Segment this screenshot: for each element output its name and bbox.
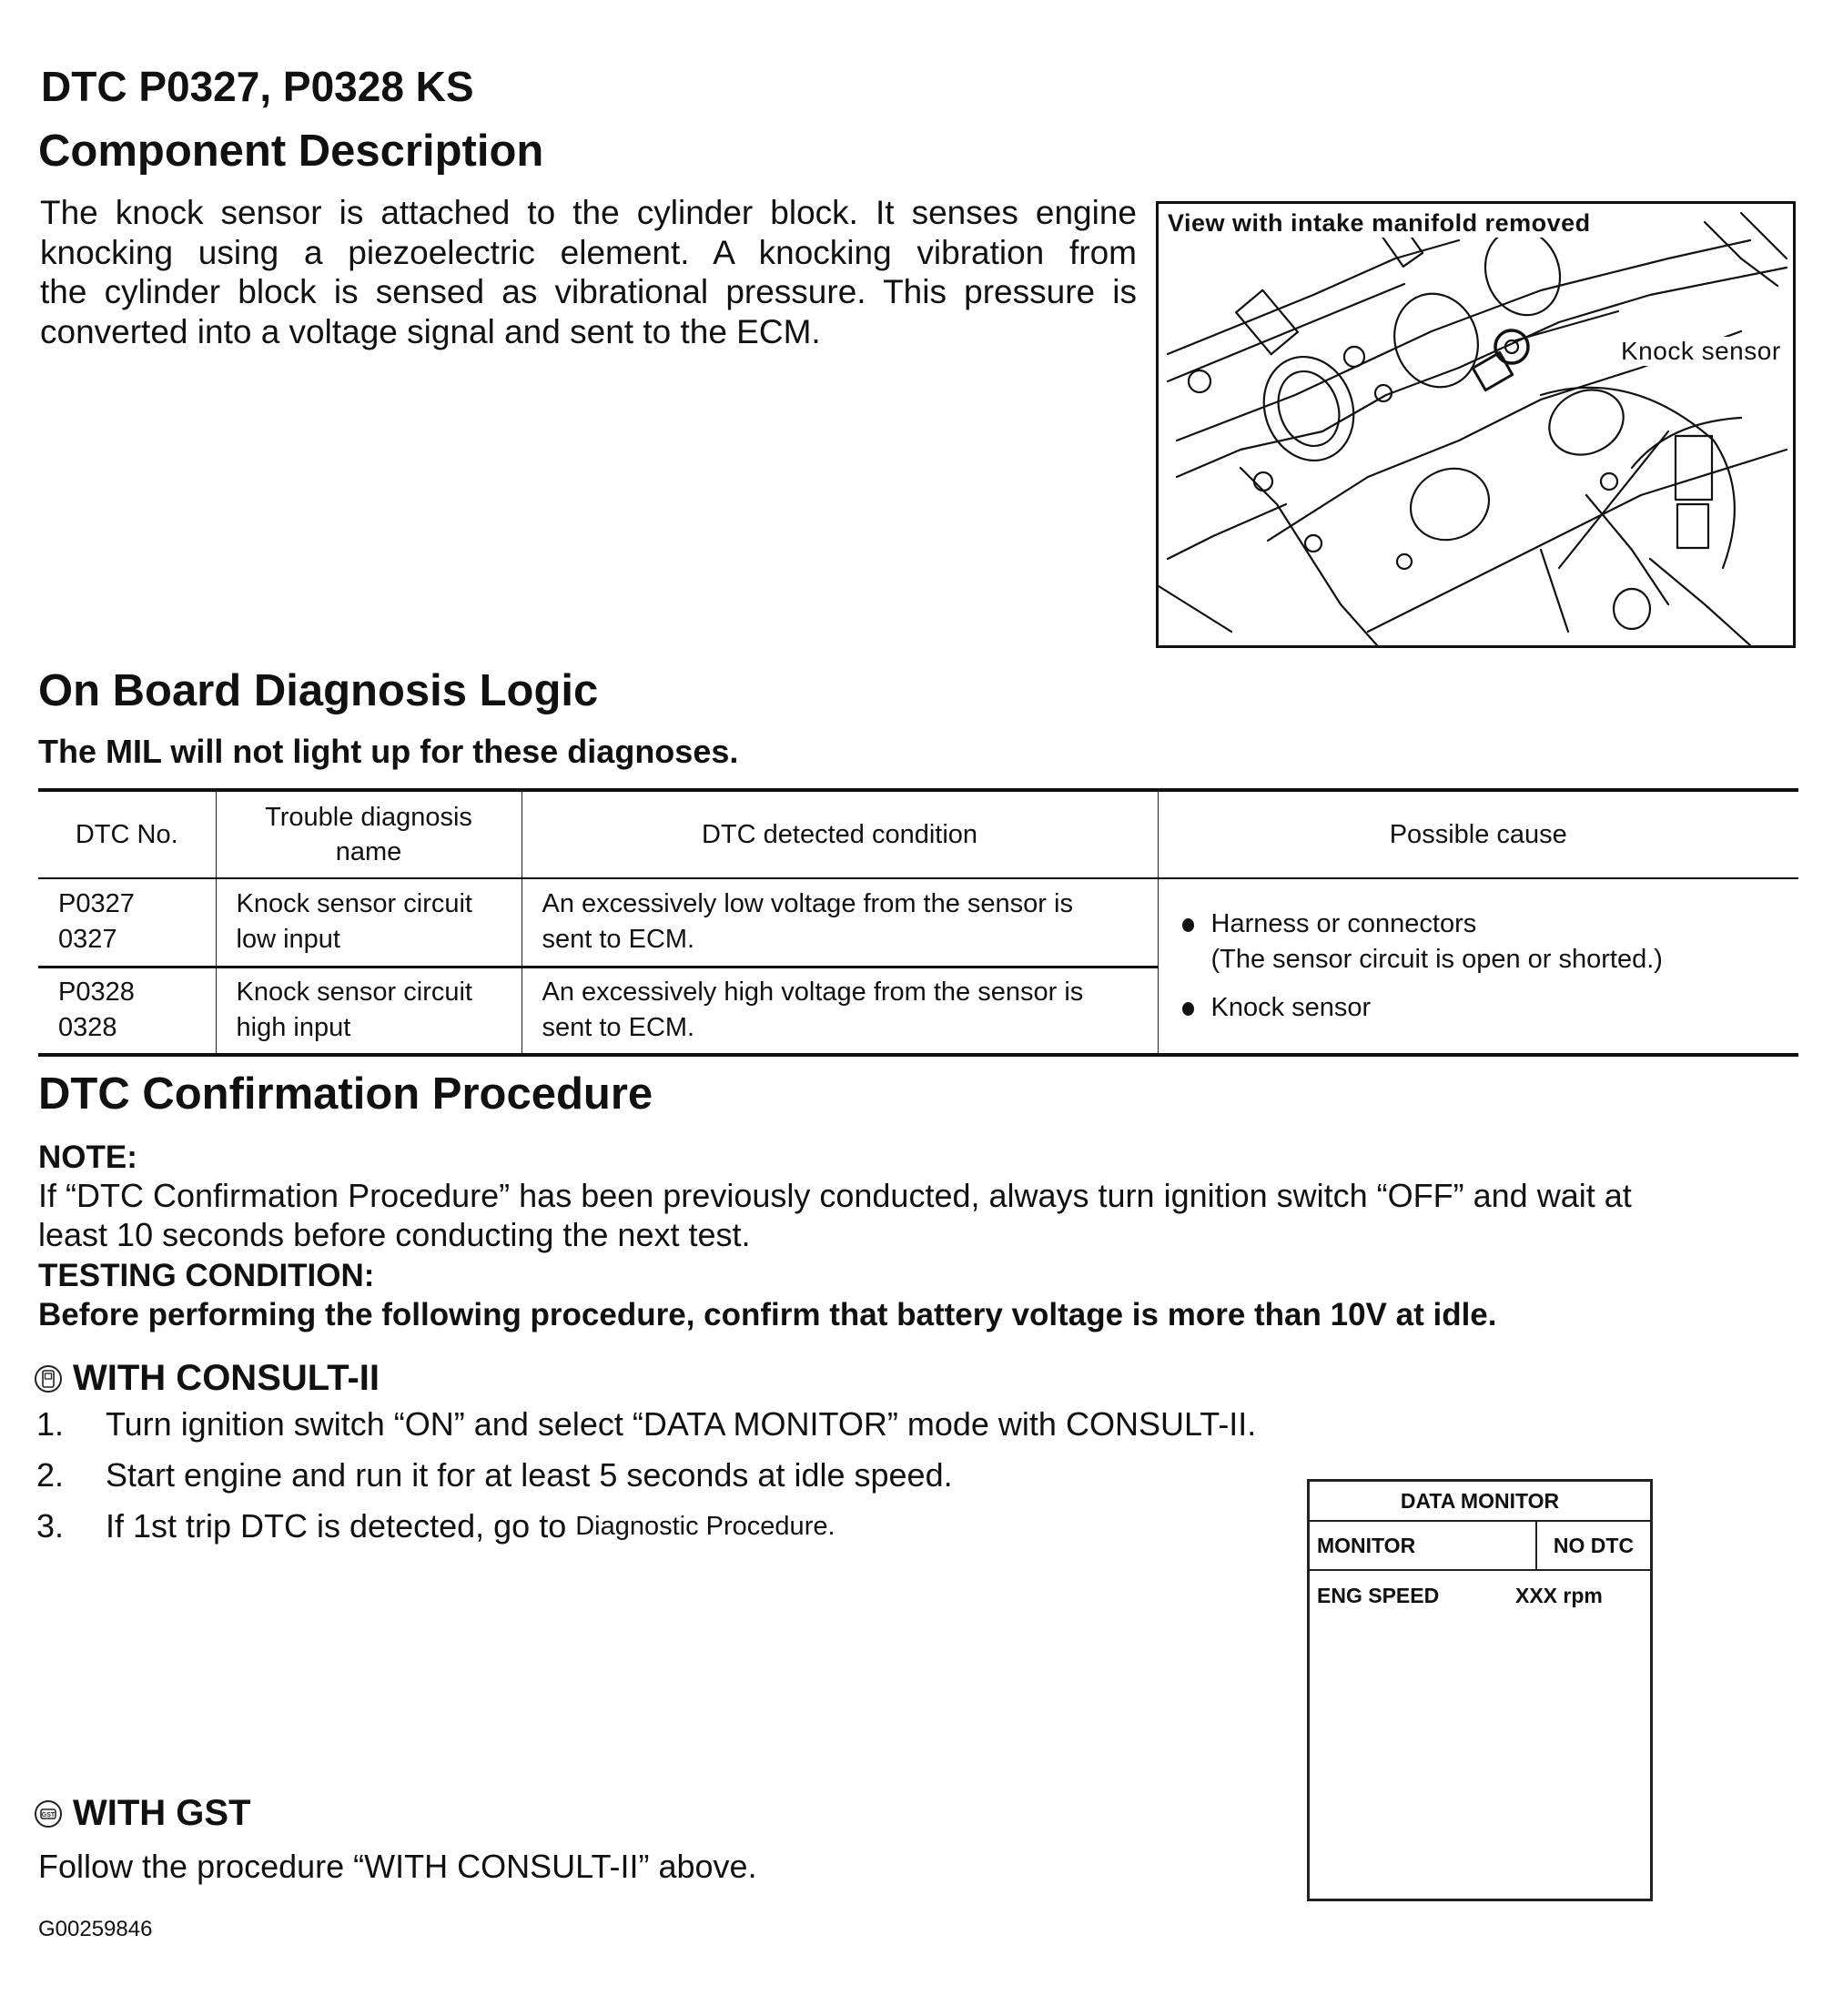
cause-item-detail: (The sensor circuit is open or shorted.) bbox=[1210, 945, 1663, 974]
para-line: the cylinder block is sensed as vibrational pressure. This pressure is bbox=[40, 273, 1137, 310]
cell-line: An excessively high voltage from the sensor is bbox=[542, 978, 1084, 1008]
diagnosis-table bbox=[38, 788, 1798, 1057]
item-label: ENG SPEED bbox=[1317, 1584, 1440, 1607]
step-item bbox=[36, 1402, 1256, 1453]
figure-caption: View with intake manifold removed bbox=[1168, 209, 1595, 238]
data-monitor-item bbox=[1310, 1571, 1650, 1608]
para-line: knocking using a piezoelectric element. A knocking vibration from bbox=[40, 233, 1137, 271]
component-description-heading: Component Description bbox=[38, 127, 544, 176]
note-label: NOTE: bbox=[38, 1140, 137, 1175]
cause-item: Knock sensor bbox=[1179, 990, 1781, 1026]
step-text: Turn ignition switch “ON” and select “DATA MONITOR” mode with CONSULT-II. bbox=[106, 1405, 1257, 1443]
item-value: XXX rpm bbox=[1515, 1584, 1603, 1607]
step-item bbox=[36, 1453, 1256, 1504]
data-monitor-screen bbox=[1307, 1479, 1653, 1901]
table-header-row bbox=[38, 790, 1798, 878]
cell-line: sent to ECM. bbox=[542, 925, 695, 955]
engine-line-drawing-icon bbox=[1159, 204, 1793, 645]
page-title: DTC P0327, P0328 KS bbox=[41, 63, 474, 110]
cell-line: An excessively low voltage from the sensor is bbox=[542, 889, 1073, 919]
note-line: If “DTC Confirmation Procedure” has been previously conducted, always turn ignition switch “OFF” and wait at bbox=[38, 1177, 1632, 1214]
dtc-code-cell bbox=[38, 878, 216, 967]
cell-line: Knock sensor circuit bbox=[236, 889, 472, 919]
svg-text:GST: GST bbox=[41, 1811, 56, 1818]
note-text bbox=[38, 1176, 1799, 1254]
header-detected-condition: DTC detected condition bbox=[522, 790, 1158, 878]
header-line: name bbox=[335, 837, 402, 866]
header-line: Trouble diagnosis bbox=[265, 803, 472, 832]
note-line: least 10 seconds before conducting the next test. bbox=[38, 1216, 751, 1253]
condition-cell bbox=[522, 967, 1158, 1055]
para-line: converted into a voltage signal and sent to the ECM. bbox=[40, 312, 821, 350]
trouble-name-cell bbox=[216, 967, 522, 1055]
consult-heading-text: WITH CONSULT-II bbox=[73, 1358, 380, 1398]
diagnostic-procedure-link[interactable]: Diagnostic Procedure. bbox=[575, 1512, 835, 1541]
para-line: The knock sensor is attached to the cylinder block. It senses engine bbox=[40, 194, 1137, 231]
step-number: 2. bbox=[36, 1456, 65, 1494]
dtc-status: NO DTC bbox=[1553, 1534, 1635, 1557]
mil-note: The MIL will not light up for these diagnoses. bbox=[38, 733, 739, 770]
dtc-code-alt: 0328 bbox=[58, 1013, 117, 1043]
confirmation-heading: DTC Confirmation Procedure bbox=[38, 1069, 653, 1119]
table-row bbox=[38, 878, 1798, 967]
gst-heading-text: WITH GST bbox=[73, 1793, 251, 1833]
cell-line: Knock sensor circuit bbox=[236, 978, 472, 1008]
step-number: 3. bbox=[36, 1507, 65, 1545]
consult-heading bbox=[35, 1358, 380, 1399]
cell-line: low input bbox=[236, 925, 340, 955]
figure-id: G00259846 bbox=[38, 1917, 153, 1941]
knock-sensor-figure bbox=[1156, 201, 1796, 648]
data-monitor-header-row bbox=[1310, 1522, 1650, 1571]
knock-sensor-callout: Knock sensor bbox=[1621, 337, 1781, 365]
testing-condition-label: TESTING CONDITION: bbox=[38, 1258, 375, 1293]
step-text: If 1st trip DTC is detected, go to bbox=[106, 1507, 576, 1545]
step-item bbox=[36, 1504, 1256, 1555]
monitor-column-label: MONITOR bbox=[1310, 1522, 1537, 1569]
gst-heading bbox=[35, 1793, 251, 1834]
possible-cause-cell bbox=[1158, 878, 1798, 1055]
dtc-code: P0328 bbox=[58, 978, 135, 1008]
gst-tool-icon bbox=[35, 1800, 62, 1828]
testing-condition-text: Before performing the following procedure, confirm that battery voltage is more than 10V at idle. bbox=[38, 1297, 1497, 1332]
gst-instructions: Follow the procedure “WITH CONSULT-II” above. bbox=[38, 1848, 757, 1885]
consult-steps bbox=[36, 1402, 1256, 1555]
header-possible-cause: Possible cause bbox=[1158, 790, 1798, 878]
step-number: 1. bbox=[36, 1405, 65, 1443]
dtc-code: P0327 bbox=[58, 889, 135, 919]
obd-logic-heading: On Board Diagnosis Logic bbox=[38, 666, 599, 715]
data-monitor-title: DATA MONITOR bbox=[1310, 1482, 1650, 1522]
consult-tool-icon bbox=[35, 1365, 62, 1393]
header-trouble-name bbox=[216, 790, 522, 878]
cause-item: Harness or connectors bbox=[1179, 907, 1781, 942]
cell-line: sent to ECM. bbox=[542, 1013, 695, 1043]
condition-cell bbox=[522, 878, 1158, 967]
dtc-code-cell bbox=[38, 967, 216, 1055]
header-dtc-no: DTC No. bbox=[38, 790, 216, 878]
step-text: Start engine and run it for at least 5 seconds at idle speed. bbox=[106, 1456, 953, 1494]
cell-line: high input bbox=[236, 1013, 351, 1043]
trouble-name-cell bbox=[216, 878, 522, 967]
component-description-text bbox=[40, 193, 1137, 351]
dtc-code-alt: 0327 bbox=[58, 925, 117, 955]
